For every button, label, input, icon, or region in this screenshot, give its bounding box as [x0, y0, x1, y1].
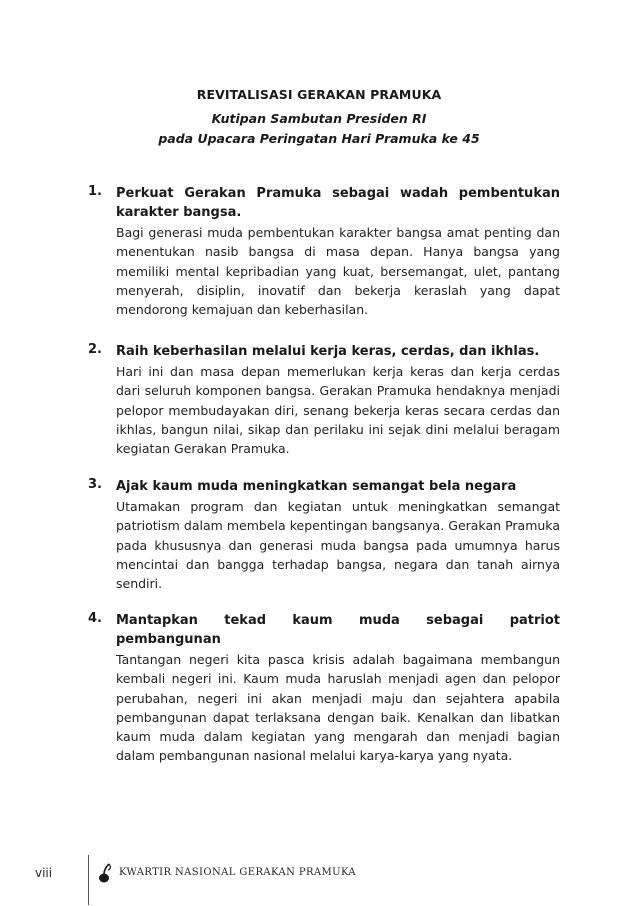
list-item	[88, 611, 560, 766]
item-number: 1.	[88, 184, 102, 199]
footer-organization: KWARTIR NASIONAL GERAKAN PRAMUKA	[119, 867, 357, 878]
item-number: 3.	[88, 477, 102, 492]
list-item	[88, 184, 560, 319]
item-body: Bagi generasi muda pembentukan karakter bangsa amat penting dan menentukan nasib bangsa di masa depan. Hanya bangsa yang memiliki mental kepribadian yang kuat, bersemangat, ulet, pantang menyerah, disiplin, inovatif dan bekerja keraslah yang dapat mendorong kemajuan dan keberhasilan.	[116, 225, 560, 318]
page-title: REVITALISASI GERAKAN PRAMUKA	[196, 87, 442, 102]
page-number: viii	[35, 866, 53, 880]
item-heading: Perkuat Gerakan Pramuka sebagai wadah pembentukan karakter bangsa.	[116, 186, 560, 220]
item-number: 4.	[88, 611, 102, 626]
page-subtitle-occasion: pada Upacara Peringatan Hari Pramuka ke 45	[158, 131, 480, 146]
item-heading: Raih keberhasilan melalui kerja keras, cerdas, dan ikhlas.	[116, 344, 540, 359]
item-heading: Ajak kaum muda meningkatkan semangat bela negara	[116, 479, 517, 494]
item-heading: Mantapkan tekad kaum muda sebagai patriot pembangunan	[116, 613, 560, 647]
item-body: Hari ini dan masa depan memerlukan kerja keras dan kerja cerdas dari seluruh komponen bangsa. Gerakan Pramuka hendaknya menjadi pelopor membudayakan diri, senang bekerja keras secara cerdas dan ikhlas, bangun nilai, sikap dan perilaku ini sejak dini melalui beragam kegiatan Gerakan Pramuka.	[116, 364, 560, 457]
list-item	[88, 477, 560, 593]
page-subtitle: Kutipan Sambutan Presiden RI	[211, 111, 427, 126]
footer-divider	[88, 855, 89, 905]
item-number: 2.	[88, 342, 102, 357]
item-body: Utamakan program dan kegiatan untuk meningkatkan semangat patriotism dalam membela kepentingan bangsanya. Gerakan Pramuka pada khususnya dan generasi muda bangsa pada umumnya harus mencintai dan bangga terhadap bangsa, negara dan tanah airnya sendiri.	[116, 499, 560, 592]
item-body: Tantangan negeri kita pasca krisis adalah bagaimana membangun kembali negeri ini. Kaum muda haruslah menjadi agen dan pelopor perubahan, negeri ini akan menjadi maju dan sejahtera apabila pembangunan dapat terlaksana dengan baik. Kenalkan dan libatkan kaum muda dalam kegiatan yang mengarah dan menjadi bagian dalam pembangunan nasional melalui karya-karya yang nyata.	[116, 652, 560, 764]
list-item	[88, 342, 560, 458]
tunas-kelapa-icon	[96, 862, 114, 884]
